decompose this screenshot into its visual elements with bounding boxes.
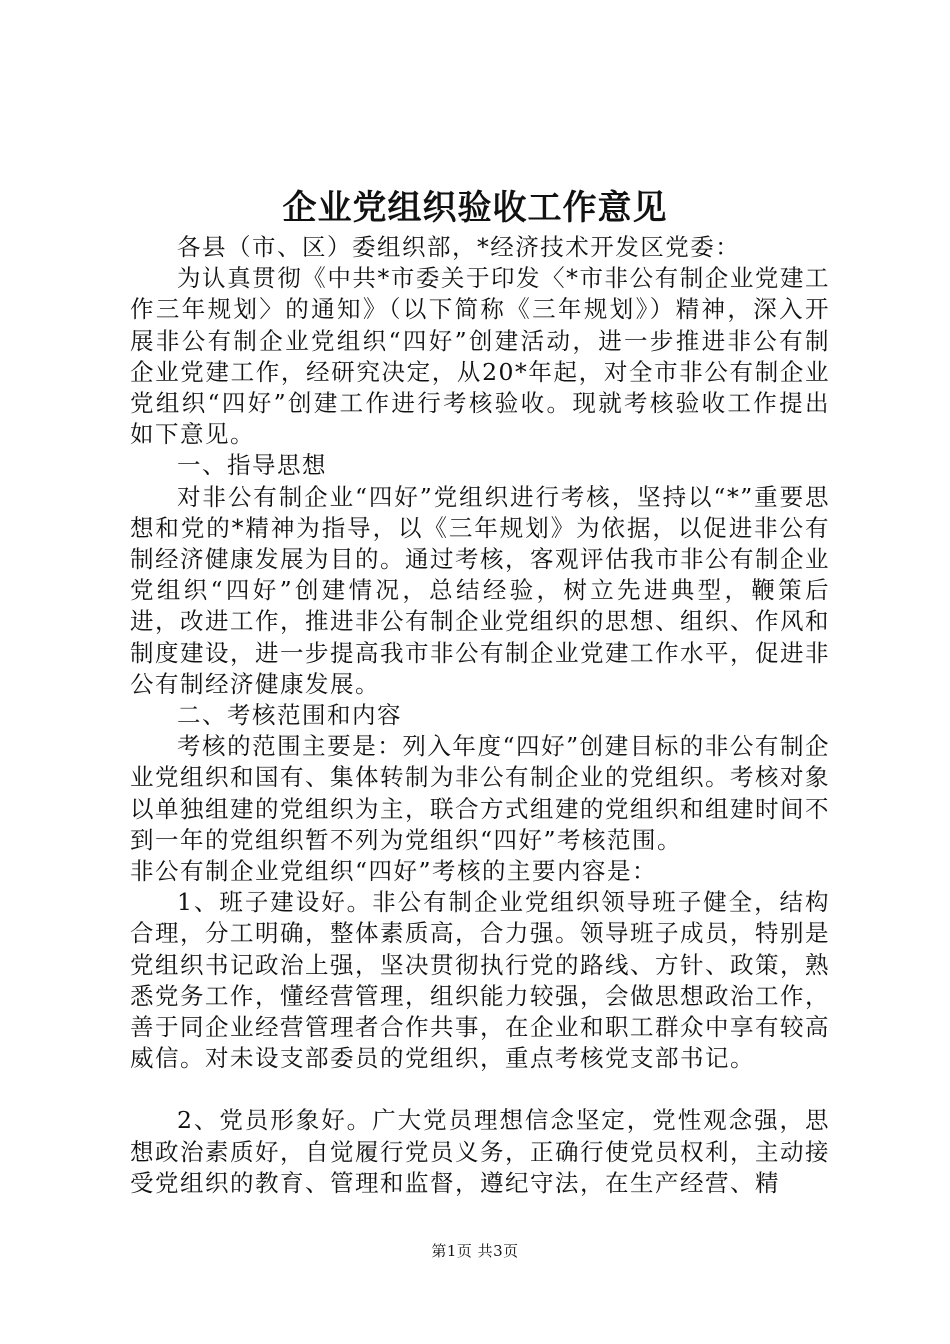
intro-paragraph: 为认真贯彻《中共*市委关于印发〈*市非公有制企业党建工作三年规划〉的通知》（以下简称《三年规划》）精神，深入开展非公有制企业党组织“四好”创建活动，进一步推进非公有制企业党建工作，经研究决定，从20*年起，对全市非公有制企业党组织“四好”创建工作进行考核验收。现就考核验收工作提出如下意见。 (130, 264, 830, 449)
item-1-paragraph: 1、班子建设好。非公有制企业党组织领导班子健全，结构合理，分工明确，整体素质高，合力强。领导班子成员，特别是党组织书记政治上强，坚决贯彻执行党的路线、方针、政策，熟悉党务工作，懂经营管理，组织能力较强，会做思想政治工作，善于同企业经营管理者合作共事，在企业和职工群众中享有较高威信。对未设支部委员的党组织，重点考核党支部书记。 (130, 888, 830, 1073)
scope-paragraph: 考核的范围主要是：列入年度“四好”创建目标的非公有制企业党组织和国有、集体转制为非公有制企业的党组织。考核对象以单独组建的党组织为主，联合方式组建的党组织和组建时间不到一年的党组织暂不列为党组织“四好”考核范围。 (130, 732, 830, 854)
page-footer: 第1页 共3页 (431, 1242, 519, 1260)
item-2-paragraph: 2、党员形象好。广大党员理想信念坚定，党性观念强，思想政治素质好，自觉履行党员义务，正确行使党员权利，主动接受党组织的教育、管理和监督，遵纪守法，在生产经营、精 (130, 1106, 830, 1197)
document-body (130, 232, 830, 1199)
document-title: 企业党组织验收工作意见 (282, 188, 668, 228)
section-heading-scope-and-content: 二、考核范围和内容 (177, 701, 402, 730)
salutation-paragraph: 各县（市、区）委组织部，*经济技术开发区党委： (177, 233, 741, 261)
guiding-ideology-paragraph: 对非公有制企业“四好”党组织进行考核，坚持以“*”重要思想和党的*精神为指导，以《三年规划》为依据，以促进非公有制经济健康发展为目的。通过考核，客观评估我市非公有制企业党组织“四好”创建情况，总结经验，树立先进典型，鞭策后进，改进工作，推进非公有制企业党组织的思想、组织、作风和制度建设，进一步提高我市非公有制企业党建工作水平，促进非公有制经济健康发展。 (130, 482, 830, 698)
content-intro-paragraph: 非公有制企业党组织“四好”考核的主要内容是： (130, 857, 658, 886)
section-heading-guiding-ideology: 一、指导思想 (177, 451, 327, 480)
